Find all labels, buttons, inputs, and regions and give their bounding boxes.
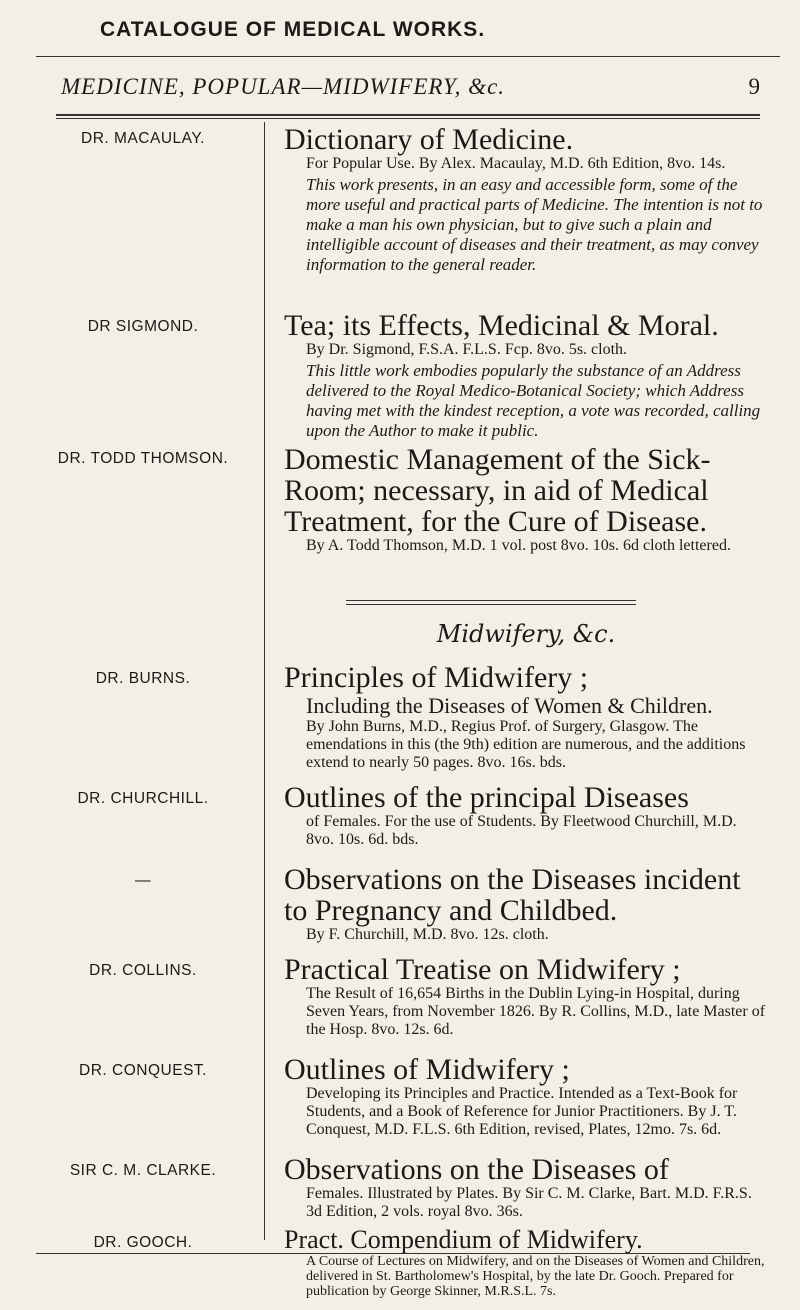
book-details: A Course of Lectures on Midwifery, and on the Diseases of Women and Children, delivered in St. Bartholomew's Hospital, by the late Dr. Gooch. Prepared for publication by George Skinner, M.R.S.L. 7s.	[306, 1254, 765, 1299]
author-label: DR. GOOCH.	[93, 1234, 193, 1251]
page-number: 9	[748, 74, 760, 99]
book-title: Domestic Management of the Sick-Room; necessary, in aid of Medical Treatment, for the Cure of Disease.	[284, 443, 711, 538]
header-rule	[56, 114, 760, 116]
book-entry	[284, 1226, 768, 1299]
running-head: MEDICINE, POPULAR—MIDWIFERY, &c.	[61, 74, 506, 99]
author-label: DR. COLLINS.	[89, 962, 197, 979]
book-entry	[284, 1054, 768, 1139]
header-rule-thin	[56, 118, 760, 119]
book-entry	[284, 1154, 768, 1221]
book-entry	[284, 782, 768, 849]
author-label: DR. CONQUEST.	[79, 1062, 207, 1079]
page-header	[61, 74, 760, 108]
author-label: —	[135, 872, 151, 889]
author-label: SIR C. M. CLARKE.	[69, 1162, 217, 1179]
book-details: The Result of 16,654 Births in the Dublin Lying-in Hospital, during Seven Years, from November 1826. By R. Collins, M.D., late Master of the Hosp. 8vo. 12s. 6d.	[306, 985, 766, 1038]
book-title: Tea; its Effects, Medicinal & Moral.	[284, 309, 719, 342]
book-title: Observations on the Diseases of	[284, 1153, 669, 1186]
bottom-rule	[36, 1253, 750, 1254]
top-rule	[36, 56, 780, 57]
book-entry	[284, 124, 768, 275]
book-description: This little work embodies popularly the substance of an Address delivered to the Royal Medico-Botanical Society; which Address having met with the kindest reception, a vote was recorded, calling upon the Author to make it public.	[306, 361, 761, 440]
book-title: Practical Treatise on Midwifery ;	[284, 953, 681, 986]
book-title: Outlines of the principal Diseases	[284, 781, 689, 814]
section-rule	[346, 604, 636, 605]
book-title: Dictionary of Medicine.	[284, 123, 574, 156]
author-label: DR. TODD THOMSON.	[57, 450, 229, 467]
book-title: Outlines of Midwifery ;	[284, 1053, 570, 1086]
author-label: DR. MACAULAY.	[81, 130, 205, 147]
author-label: DR. BURNS.	[95, 670, 191, 687]
book-entry	[284, 310, 768, 441]
book-details: Developing its Principles and Practice. Intended as a Text-Book for Students, and a Book of Reference for Junior Practitioners. By J. T. Conquest, M.D. F.L.S. 6th Edition, revised, Plates, 12mo. 7s. 6d.	[306, 1085, 738, 1138]
author-label: DR SIGMOND.	[87, 318, 199, 335]
book-entry	[284, 662, 768, 772]
column-divider	[264, 122, 265, 1240]
book-details: For Popular Use. By Alex. Macaulay, M.D. 6th Edition, 8vo. 14s.	[306, 155, 726, 172]
book-title: Observations on the Diseases incident to Pregnancy and Childbed.	[284, 863, 741, 927]
book-entry	[284, 864, 768, 944]
catalogue-title: CATALOGUE OF MEDICAL WORKS.	[100, 18, 486, 41]
section-heading: Midwifery, &c.	[436, 620, 616, 648]
section-rule	[346, 600, 636, 601]
book-title: Pract. Compendium of Midwifery.	[284, 1225, 643, 1254]
book-entry	[284, 444, 768, 555]
book-details: By John Burns, M.D., Regius Prof. of Surgery, Glasgow. The emendations in this (the 9th) edition are numerous, and the additions extend to nearly 50 pages. 8vo. 16s. bds.	[306, 718, 746, 771]
book-details: Females. Illustrated by Plates. By Sir C. M. Clarke, Bart. M.D. F.R.S. 3d Edition, 2 vols. royal 8vo. 36s.	[306, 1185, 752, 1220]
book-details: By A. Todd Thomson, M.D. 1 vol. post 8vo. 10s. 6d cloth lettered.	[306, 537, 731, 554]
book-details: By F. Churchill, M.D. 8vo. 12s. cloth.	[306, 926, 549, 943]
book-description: This work presents, in an easy and accessible form, some of the more useful and practical parts of Medicine. The intention is not to make a man his own physician, but to give such a plain and intelligible account of diseases and their treatment, as may convey information to the general reader.	[306, 175, 763, 274]
catalogue-page	[16, 52, 780, 1299]
book-details: of Females. For the use of Students. By Fleetwood Churchill, M.D. 8vo. 10s. 6d. bds.	[306, 813, 737, 848]
book-details: By Dr. Sigmond, F.S.A. F.L.S. Fcp. 8vo. 5s. cloth.	[306, 341, 628, 358]
book-subtitle: Including the Diseases of Women & Children.	[306, 693, 713, 718]
book-entry	[284, 954, 768, 1039]
author-label: DR. CHURCHILL.	[77, 790, 209, 807]
book-title: Principles of Midwifery ;	[284, 661, 589, 694]
